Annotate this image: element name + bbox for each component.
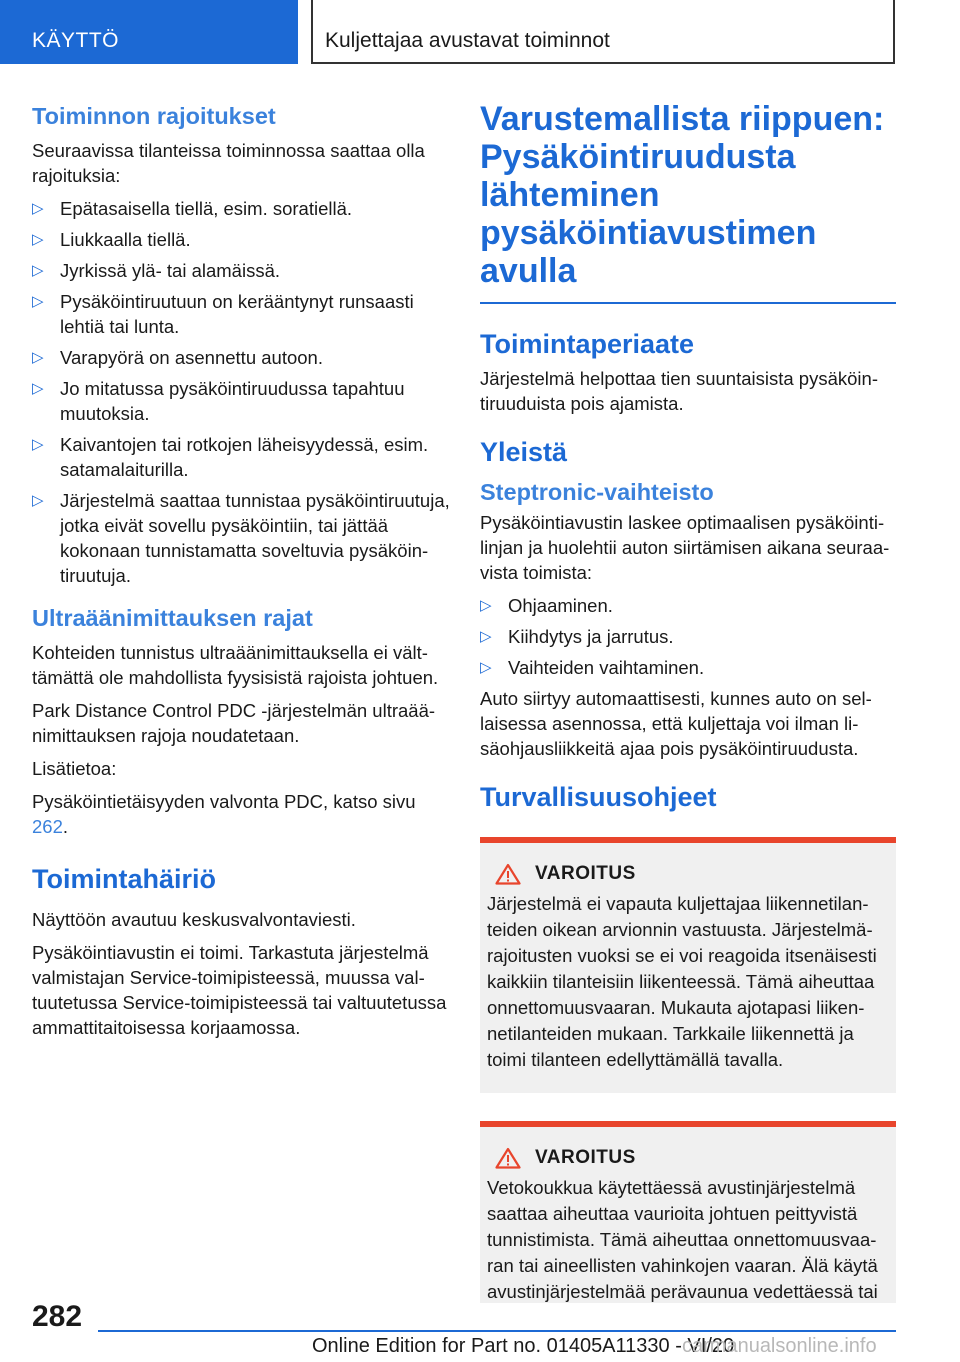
list-item: ▷ Pysäköintiruutuun on kerääntynyt runsaasti lehtiä tai lunta. — [32, 291, 414, 337]
fault-p2: Pysäköintiavustin ei toimi. Tarkastuta järjestelmä valmistajan Service-toimipisteessä, muussa valtuutetussa Service-toimipisteessä tai valtuutetussa ammattitaitoisessa korjaamossa. — [32, 942, 447, 1038]
safety-heading: Turvallisuusohjeet — [480, 782, 717, 812]
ultrasound-p3: Lisätietoa: — [32, 758, 117, 779]
triangle-bullet-icon: ▷ — [32, 293, 44, 310]
edition-text: Online Edition for Part no. 01405A11330 - VI/20 — [312, 1335, 735, 1357]
triangle-bullet-icon: ▷ — [32, 436, 44, 453]
triangle-bullet-icon: ▷ — [480, 659, 492, 676]
section-tab-label: KÄYTTÖ — [32, 29, 120, 52]
triangle-bullet-icon: ▷ — [32, 492, 44, 509]
chapter-tab — [311, 0, 895, 64]
list-item: ▷ Kiihdytys ja jarrutus. — [480, 626, 674, 647]
list-item: ▷ Jo mitatussa pysäköintiruudussa tapahtuu muutoksia. — [32, 378, 405, 424]
ultrasound-p4: Pysäköintietäisyyden valvonta PDC, katso sivu 262. — [32, 791, 416, 837]
limits-intro: Seuraavissa tilanteissa toiminnossa saattaa olla rajoituksia: — [32, 140, 425, 186]
warning-box — [480, 1121, 896, 1303]
warning-title: VAROITUS — [535, 1147, 636, 1168]
warning-triangle-icon — [495, 1147, 521, 1169]
ultrasound-p1: Kohteiden tunnistus ultraäänimittauksella ei välttämättä ole mahdollista fyysisistä rajoista johtuen. — [32, 642, 439, 688]
warning-text: Vetokoukkua käytettäessä avustinjärjestelmä saattaa aiheuttaa vaurioita johtuen peittyvistä tunnistimista. Tämä aiheuttaa onnettomuusvaaran tai aineellisten vahinkojen vaaran. Älä käytä avustinjärjestelmää perävaunua vedettäessä tai — [487, 1177, 878, 1302]
list-item: ▷ Epätasaisella tiellä, esim. soratiellä. — [32, 198, 353, 219]
triangle-bullet-icon: ▷ — [32, 349, 44, 366]
fault-heading: Toimintahäiriö — [32, 864, 217, 894]
general-outro: Auto siirtyy automaattisesti, kunnes auto on sellaisessa asennossa, että kuljettaja voi ilman lisäohjausliikkeitä ajaa pois pysäköintiruudusta. — [480, 688, 872, 759]
main-heading: Varustemallista riippuen: Pysäköintiruudusta lähteminen pysäköintiavustimen avulla — [480, 100, 896, 304]
general-intro: Pysäköintiavustin laskee optimaalisen pysäköintilinjan ja huolehtii auton siirtämisen aikana seuraavista toimista: — [480, 512, 890, 583]
watermark: carmanualsonline.info — [682, 1335, 877, 1357]
limits-list — [32, 196, 450, 588]
list-item: ▷ Jyrkissä ylä- tai alamäissä. — [32, 260, 281, 281]
triangle-bullet-icon: ▷ — [480, 597, 492, 614]
ultrasound-heading: Ultraäänimittauksen rajat — [32, 605, 313, 631]
triangle-bullet-icon: ▷ — [32, 231, 44, 248]
list-item: ▷ Järjestelmä saattaa tunnistaa pysäköintiruutuja, jotka eivät sovellu pysäköintiin, tai jättää kokonaan tunnistamatta soveltuvia pysäköintiruutuja. — [32, 490, 450, 586]
warning-box — [480, 837, 896, 1093]
triangle-bullet-icon: ▷ — [32, 380, 44, 397]
section-tab — [0, 0, 298, 64]
right-column — [480, 100, 896, 1319]
list-item: ▷ Liukkaalla tiellä. — [32, 229, 191, 250]
list-item: ▷ Vaihteiden vaihtaminen. — [480, 657, 705, 678]
list-item: ▷ Ohjaaminen. — [480, 595, 613, 616]
list-item: ▷ Varapyörä on asennettu autoon. — [32, 347, 323, 368]
general-list — [480, 593, 896, 680]
page-link[interactable]: 262 — [32, 816, 63, 837]
ultrasound-p2: Park Distance Control PDC -järjestelmän ultraäänimittauksen rajoja noudatetaan. — [32, 700, 436, 746]
left-column — [32, 100, 450, 1048]
principle-heading: Toimintaperiaate — [480, 329, 695, 359]
triangle-bullet-icon: ▷ — [32, 262, 44, 279]
warning-text: Järjestelmä ei vapauta kuljettajaa liikennetilanteiden oikean arvionnin vastuusta. Järjestelmärajoitusten vuoksi se ei voi reagoida itsenäisesti kaikkiin tilanteisiin liikenteessä. Tämä aiheuttaa onnettomuusvaaran. Mukauta ajotapasi liikennetilanteiden mukaan. Tarkkaile liikennettä ja toimi tilanteen edellyttämällä tavalla. — [487, 893, 877, 1070]
limits-heading: Toiminnon rajoitukset — [32, 103, 276, 129]
general-heading: Yleistä — [480, 437, 568, 467]
list-item: ▷ Kaivantojen tai rotkojen läheisyydessä, esim. satamalaiturilla. — [32, 434, 429, 480]
chapter-title: Kuljettajaa avustavat toiminnot — [325, 29, 610, 52]
warning-title: VAROITUS — [535, 863, 636, 884]
principle-text: Järjestelmä helpottaa tien suuntaisista pysäköintiruuduista pois ajamista. — [480, 368, 878, 414]
triangle-bullet-icon: ▷ — [480, 628, 492, 645]
steptronic-heading: Steptronic-vaihteisto — [480, 479, 714, 505]
page-number: 282 — [32, 1300, 83, 1333]
warning-triangle-icon — [495, 863, 521, 885]
triangle-bullet-icon: ▷ — [32, 200, 44, 217]
fault-p1: Näyttöön avautuu keskusvalvontaviesti. — [32, 909, 356, 930]
footer-divider — [98, 1330, 896, 1332]
